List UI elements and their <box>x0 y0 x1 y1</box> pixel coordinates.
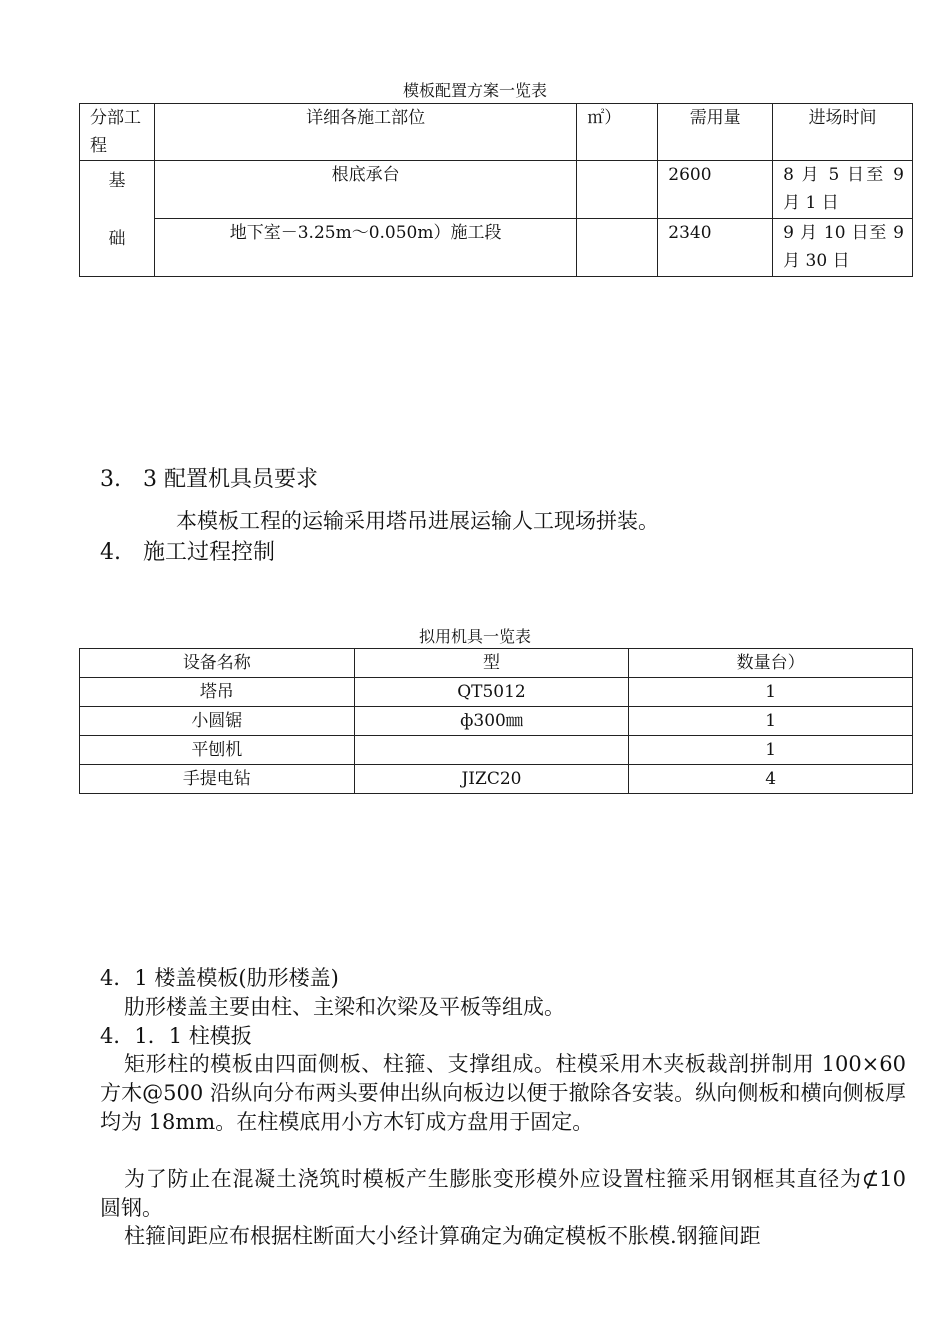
table-cell: JIZC20 <box>354 765 629 794</box>
table-cell: 9 月 10 日至 9 月 30 日 <box>773 219 913 277</box>
table2-caption: 拟用机具一览表 <box>418 627 531 646</box>
section-heading: 4．1 楼盖模板(肋形楼盖) <box>100 966 339 990</box>
paragraph: 矩形柱的模板由四面侧板、柱箍、支撑组成。柱模采用木夹板裁剖拼制用 100×60 方木@500 沿纵向分布两头要伸出纵向板边以便于撤除各安装。纵向侧板和横向侧板厚均为 18mm。在柱模底用小方木钉成方盘用于固定。 <box>100 1052 906 1134</box>
header-cell: 设备名称 <box>80 649 355 678</box>
table-cell: 手提电钻 <box>80 765 355 794</box>
table-row <box>80 649 913 678</box>
header-cell: ㎡） <box>577 104 658 161</box>
header-cell: 需用量 <box>658 104 773 161</box>
section-heading: 4. 施工过程控制 <box>100 540 275 565</box>
table-cell: 小圆锯 <box>80 707 355 736</box>
header-cell: 型 <box>354 649 629 678</box>
table-cell: 1 <box>629 707 913 736</box>
table-cell: 根底承台 <box>154 161 576 219</box>
paragraph: 柱箍间距应布根据柱断面大小经计算确定为确定模板不胀模.钢箍间距 <box>124 1224 761 1248</box>
equipment-table <box>79 648 913 794</box>
header-cell: 分部工程 <box>80 104 155 161</box>
table-row <box>80 219 913 277</box>
header-cell: 详细各施工部位 <box>154 104 576 161</box>
paragraph: 为了防止在混凝土浇筑时模板产生膨胀变形模外应设置柱箍采用钢框其直径为⊄10 圆钢。 <box>100 1167 906 1220</box>
table-cell <box>577 161 658 219</box>
table-row <box>80 765 913 794</box>
table-row <box>80 161 913 219</box>
header-cell: 进场时间 <box>773 104 913 161</box>
table-cell: QT5012 <box>354 678 629 707</box>
table-row <box>80 678 913 707</box>
table-cell: 地下室－3.25m～0.050m）施工段 <box>154 219 576 277</box>
table-cell: ф300㎜ <box>354 707 629 736</box>
table-cell: 2340 <box>658 219 773 277</box>
table-cell: 1 <box>629 736 913 765</box>
table-cell: 4 <box>629 765 913 794</box>
paragraph: 本模板工程的运输采用塔吊进展运输人工现场拼装。 <box>176 509 659 533</box>
table-cell: 塔吊 <box>80 678 355 707</box>
section-heading: 3. 3 配置机具员要求 <box>100 467 318 492</box>
table-cell <box>354 736 629 765</box>
table-cell: 平刨机 <box>80 736 355 765</box>
paragraph: 肋形楼盖主要由柱、主梁和次梁及平板等组成。 <box>124 995 565 1019</box>
section-heading: 4．1．1 柱模扳 <box>100 1024 252 1048</box>
table1-caption: 模板配置方案一览表 <box>402 81 547 100</box>
group-cell: 基 础 <box>80 161 155 277</box>
table-cell: 2600 <box>658 161 773 219</box>
table-cell: 8 月 5 日至 9 月 1 日 <box>773 161 913 219</box>
table-cell: 1 <box>629 678 913 707</box>
table-row <box>80 736 913 765</box>
header-cell: 数量台） <box>629 649 913 678</box>
table-cell <box>577 219 658 277</box>
formwork-table <box>79 103 913 277</box>
table-row <box>80 104 913 161</box>
table-row <box>80 707 913 736</box>
